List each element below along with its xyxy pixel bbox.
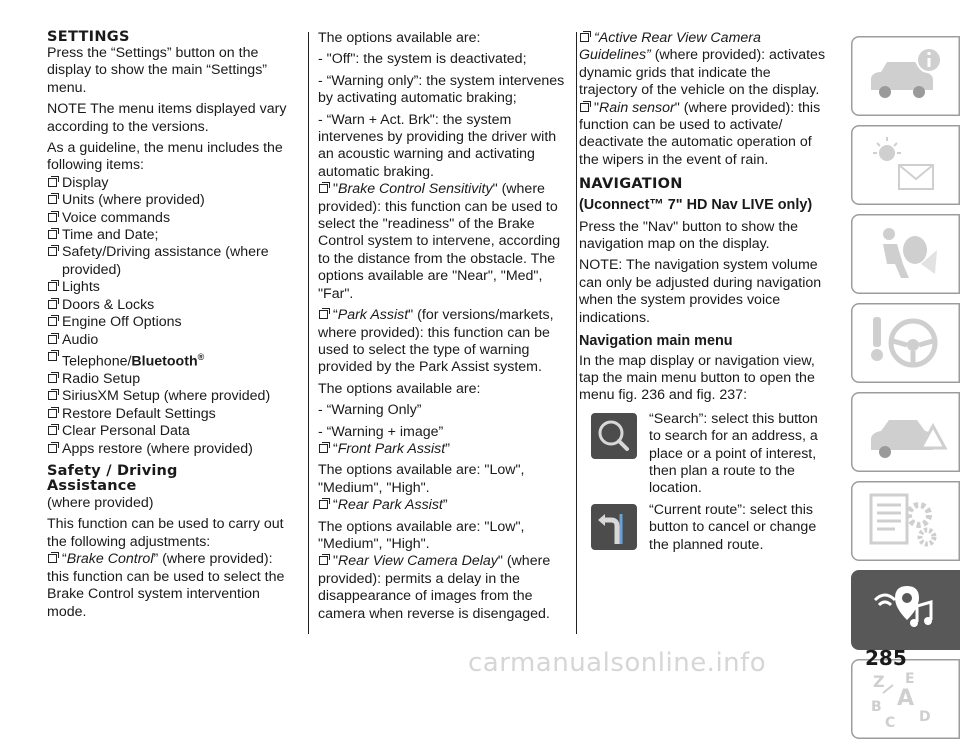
tab-index[interactable] [851, 659, 960, 739]
checkbox-bullet-icon [48, 247, 57, 256]
paragraph: NOTE: The navigation system volume can only be adjusted during navigation when the system provides voice indications. [579, 257, 822, 326]
paragraph: - “Warning only”: the system intervenes by activating automatic braking; [318, 72, 565, 107]
list-item: "Rear View Camera Delay" (where provided): permits a delay in the disappearance of images from the camera when reverse is disengaged. [318, 553, 551, 622]
checkbox-bullet-icon [48, 335, 57, 344]
maintenance-icon [863, 487, 953, 555]
column-divider-1 [308, 32, 309, 634]
navigation-menu-heading: Navigation main menu [579, 333, 733, 350]
tab-emergency[interactable] [851, 392, 960, 472]
tab-multimedia[interactable] [851, 570, 960, 650]
checkbox-bullet-icon [580, 33, 589, 42]
chapter-tabs [851, 36, 960, 748]
list-item: Telephone/Bluetooth® [47, 349, 299, 371]
checkbox-bullet-icon [48, 300, 57, 309]
settings-heading: SETTINGS [47, 29, 130, 45]
paragraph: The options available are: [318, 30, 481, 46]
current-route-entry [591, 502, 829, 554]
paragraph: Press the "Nav" button to show the navigation map on the display. [579, 218, 799, 253]
list-item: Clear Personal Data [47, 423, 299, 440]
safety-heading: Safety / Driving Assistance [47, 463, 178, 495]
paragraph: This function can be used to carry out the following adjustments: [47, 516, 284, 550]
breakdown-icon [863, 398, 953, 466]
page-number: 285 [865, 646, 907, 670]
checkbox-bullet-icon [48, 374, 57, 383]
column-3 [579, 30, 829, 558]
navigation-subheading: (Uconnect™ 7" HD Nav LIVE only) [579, 197, 813, 214]
paragraph: - “Warning + image” [318, 423, 444, 440]
checkbox-bullet-icon [48, 409, 57, 418]
airbag-icon [863, 220, 953, 288]
tab-maintenance[interactable] [851, 481, 960, 561]
checkbox-bullet-icon [48, 391, 57, 400]
checkbox-bullet-icon [580, 103, 589, 112]
paragraph: Press the “Settings” button on the display to show the main “Settings” menu. [47, 45, 268, 96]
list-item: "Brake Control Sensitivity" (where provided): this function can be used to select the "readiness" of the Brake Control system to intervene, according to the distance from the obstacle. The options available are "Near", "Med", "Far". [318, 181, 561, 302]
multimedia-icon [863, 576, 953, 644]
paragraph: - “Warning Only” [318, 402, 422, 419]
checkbox-bullet-icon [48, 282, 57, 291]
list-item: Engine Off Options [47, 314, 299, 331]
tab-warning-lights[interactable] [851, 125, 960, 205]
index-icon [863, 665, 953, 733]
checkbox-bullet-icon [48, 317, 57, 326]
checkbox-bullet-icon [319, 444, 328, 453]
paragraph: In the map display or navigation view, tap the main menu button to open the menu fig. 236 and fig. 237: [579, 352, 815, 404]
list-item: Doors & Locks [47, 297, 299, 314]
column-divider-2 [576, 32, 577, 634]
list-item: Time and Date; [47, 227, 299, 244]
checkbox-bullet-icon [319, 556, 328, 565]
svg-text:C: C [885, 715, 896, 731]
svg-text:A: A [897, 686, 915, 711]
paragraph: - “Warn + Act. Brk": the system intervenes by providing the driver with an acoustic warning and activating automatic braking. [318, 111, 557, 180]
list-item: Restore Default Settings [47, 406, 299, 423]
list-item: Display [47, 175, 299, 192]
current-route-description: “Current route”: select this button to cancel or change the planned route. [649, 501, 817, 553]
list-item: Units (where provided) [47, 192, 299, 209]
paragraph: this function can be used to select the Brake Control system intervention mode. [47, 568, 285, 620]
list-item: Audio [47, 332, 299, 349]
checkbox-bullet-icon [319, 500, 328, 509]
checkbox-bullet-icon [48, 213, 57, 222]
svg-text:D: D [919, 709, 931, 725]
svg-text:B: B [871, 699, 882, 715]
checkbox-bullet-icon [319, 310, 328, 319]
checkbox-bullet-icon [48, 230, 57, 239]
tab-starting-driving[interactable] [851, 303, 960, 383]
search-entry [591, 411, 829, 498]
column-1 [47, 30, 299, 625]
list-item: Apps restore (where provided) [47, 441, 299, 458]
list-item: "Rain sensor" (where provided): this function can be used to activate/ deactivate the automatic operation of the wipers in the event of rain. [579, 99, 821, 168]
route-turn-icon [591, 504, 637, 550]
paragraph: The options available are: "Low", "Medium", "High". [318, 462, 525, 496]
checkbox-bullet-icon [48, 195, 57, 204]
paragraph: NOTE The menu items displayed vary according to the versions. [47, 101, 287, 135]
paragraph: - "Off": the system is deactivated; [318, 51, 527, 68]
watermark: carmanualsonline.info [468, 648, 767, 678]
search-icon [591, 413, 637, 459]
paragraph: (where provided) [47, 495, 154, 512]
search-description: “Search”: select this button to search for an address, a place or a point of interest, then plan a route to the location. [649, 410, 818, 497]
car-info-icon [863, 42, 953, 110]
list-item: Voice commands [47, 210, 299, 227]
list-item: Safety/Driving assistance (where provided) [47, 244, 299, 279]
list-item: “Rear Park Assist” [318, 497, 570, 514]
tab-car-info[interactable] [851, 36, 960, 116]
list-item: SiriusXM Setup (where provided) [47, 388, 299, 405]
svg-text:Z: Z [873, 672, 885, 691]
checkbox-bullet-icon [48, 554, 57, 563]
paragraph: The options available are: "Low", "Medium", "High". [318, 518, 525, 552]
list-item: “Brake Control” (where provided): [47, 551, 299, 568]
list-item: “Park Assist" (for versions/markets, where provided): this function can be used to select the type of warning provided by the Park Assist system. [318, 307, 554, 376]
checkbox-bullet-icon [48, 426, 57, 435]
list-item: “Front Park Assist” [318, 441, 570, 458]
list-item: Lights [47, 279, 299, 296]
checkbox-bullet-icon [48, 178, 57, 187]
checkbox-bullet-icon [48, 352, 57, 361]
list-item: “Active Rear View Camera Guidelines” (where provided): activates dynamic grids that indicate the trajectory of the vehicle on the display. [579, 30, 826, 99]
tab-safety[interactable] [851, 214, 960, 294]
navigation-heading: NAVIGATION [579, 176, 683, 193]
steering-icon [863, 309, 953, 377]
checkbox-bullet-icon [319, 184, 328, 193]
column-2 [318, 30, 570, 623]
svg-text:E: E [905, 671, 915, 687]
checkbox-bullet-icon [48, 444, 57, 453]
warning-lights-icon [863, 131, 953, 199]
paragraph: As a guideline, the menu includes the following items: [47, 140, 283, 174]
list-item: Radio Setup [47, 371, 299, 388]
paragraph: The options available are: [318, 380, 481, 397]
